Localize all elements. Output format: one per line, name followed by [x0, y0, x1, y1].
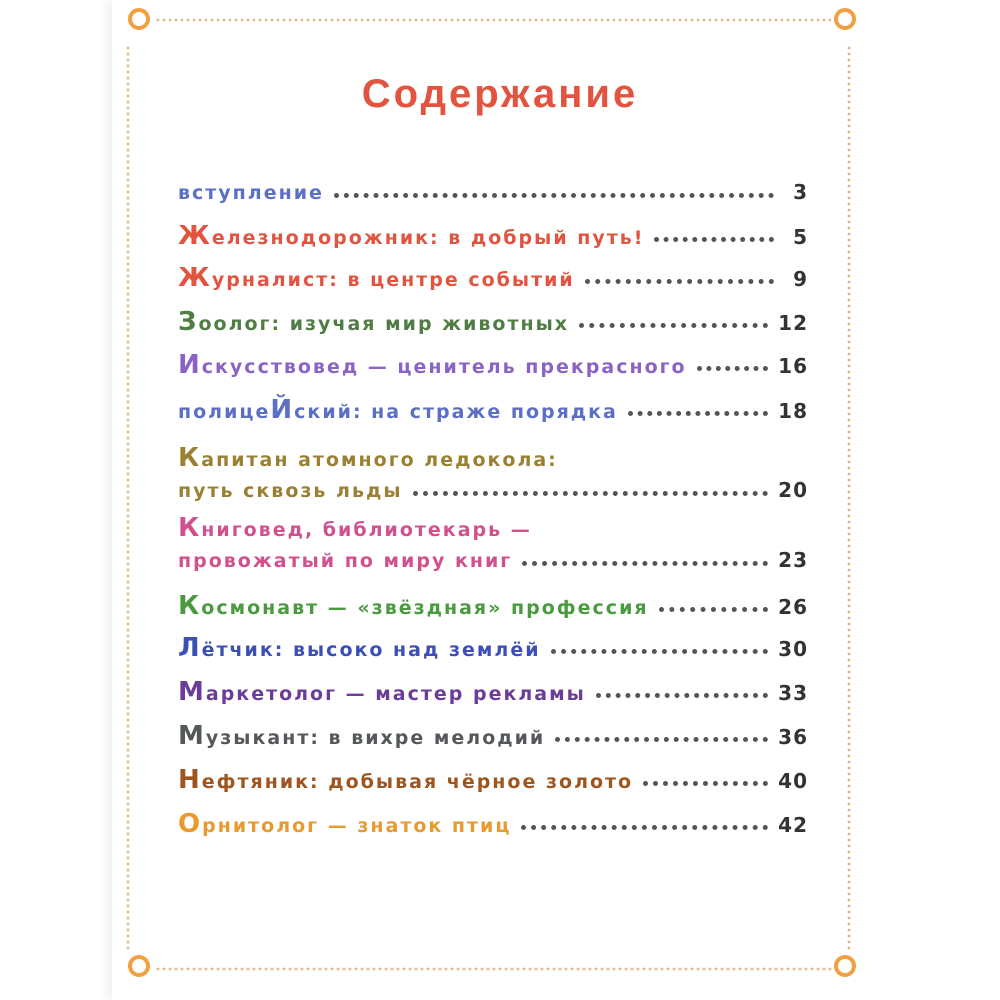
corner-ring-icon — [128, 955, 150, 977]
toc-page-number: 33 — [778, 681, 808, 705]
toc-entry-cosmonaut[interactable] — [178, 592, 808, 620]
toc-entry-icebreaker-captain[interactable] — [178, 444, 808, 504]
leader-dots — [551, 643, 769, 654]
leader-dots — [596, 687, 768, 698]
toc-entry-title: полицеЙский: на страже порядка — [178, 395, 618, 425]
toc-entry-title: Музыкант: в вихре мелодий — [178, 721, 546, 751]
leader-dots — [643, 775, 768, 786]
toc-entry-title: Книговед, библиотекарь — — [178, 513, 532, 543]
toc-entry-railwayman[interactable] — [178, 222, 808, 250]
toc-entry-title: Космонавт — «звёздная» профессия — [178, 591, 649, 621]
toc-entry-musician[interactable] — [178, 722, 808, 750]
toc-entry-zoologist[interactable] — [178, 308, 808, 336]
leader-dots — [555, 731, 768, 742]
toc-entry-oilman[interactable] — [178, 766, 808, 794]
leader-dots — [413, 485, 769, 496]
corner-ring-icon — [834, 955, 856, 977]
toc-entry-title: вступление — [178, 182, 324, 204]
toc-page-number: 23 — [778, 548, 808, 572]
toc-entry-title-line2: провожатый по миру книг — [178, 550, 513, 572]
toc-entry-title: Нефтяник: добывая чёрное золото — [178, 765, 634, 795]
toc-entry-policeman[interactable] — [178, 396, 808, 424]
toc-page-number: 42 — [778, 813, 808, 837]
frame-top-border — [155, 17, 835, 23]
toc-entry-librarian[interactable] — [178, 514, 808, 574]
toc-page-number: 30 — [778, 637, 808, 661]
toc-page-number: 9 — [793, 267, 808, 291]
frame-right-border — [846, 45, 852, 951]
corner-ring-icon — [128, 8, 150, 30]
page-title: Содержание — [361, 72, 639, 116]
toc-page-number: 16 — [778, 354, 808, 378]
frame-left-border — [125, 45, 131, 951]
toc-entry-title: Зоолог: изучая мир животных — [178, 307, 570, 337]
toc-entry-title: Капитан атомного ледокола: — [178, 443, 558, 473]
leader-dots — [521, 819, 768, 830]
toc-page-number: 3 — [793, 180, 808, 204]
leader-dots — [628, 405, 768, 416]
toc-entry-ornithologist[interactable] — [178, 810, 808, 838]
toc-entry-intro[interactable] — [178, 178, 808, 206]
leader-dots — [585, 273, 774, 284]
toc-entry-title: Искусствовед — ценитель прекрасного — [178, 350, 687, 380]
leader-dots — [654, 231, 774, 242]
leader-dots — [579, 317, 768, 328]
leader-dots — [334, 187, 774, 198]
toc-page-number: 5 — [793, 225, 808, 249]
corner-ring-icon — [834, 8, 856, 30]
toc-entry-pilot[interactable] — [178, 634, 808, 662]
toc-entry-title: Журналист: в центре событий — [178, 263, 575, 293]
toc-page-number: 40 — [778, 769, 808, 793]
toc-entry-marketer[interactable] — [178, 678, 808, 706]
frame-bottom-border — [155, 966, 835, 972]
toc-entry-title: Маркетолог — мастер рекламы — [178, 677, 586, 707]
toc-page-number: 26 — [778, 595, 808, 619]
toc-entry-title: Железнодорожник: в добрый путь! — [178, 221, 645, 251]
toc-page-number: 20 — [778, 478, 808, 502]
leader-dots — [522, 555, 768, 566]
toc-entry-title-line2: путь сквозь льды — [178, 480, 403, 502]
toc-entry-journalist[interactable] — [178, 264, 808, 292]
toc-page-number: 36 — [778, 725, 808, 749]
toc-entry-art-critic[interactable] — [178, 351, 808, 379]
toc-page-number: 18 — [778, 399, 808, 423]
leader-dots — [659, 601, 769, 612]
leader-dots — [697, 360, 769, 371]
toc-page-number: 12 — [778, 311, 808, 335]
toc-entry-title: Орнитолог — знаток птиц — [178, 809, 512, 839]
toc-entry-title: Лётчик: высоко над землёй — [178, 633, 541, 663]
